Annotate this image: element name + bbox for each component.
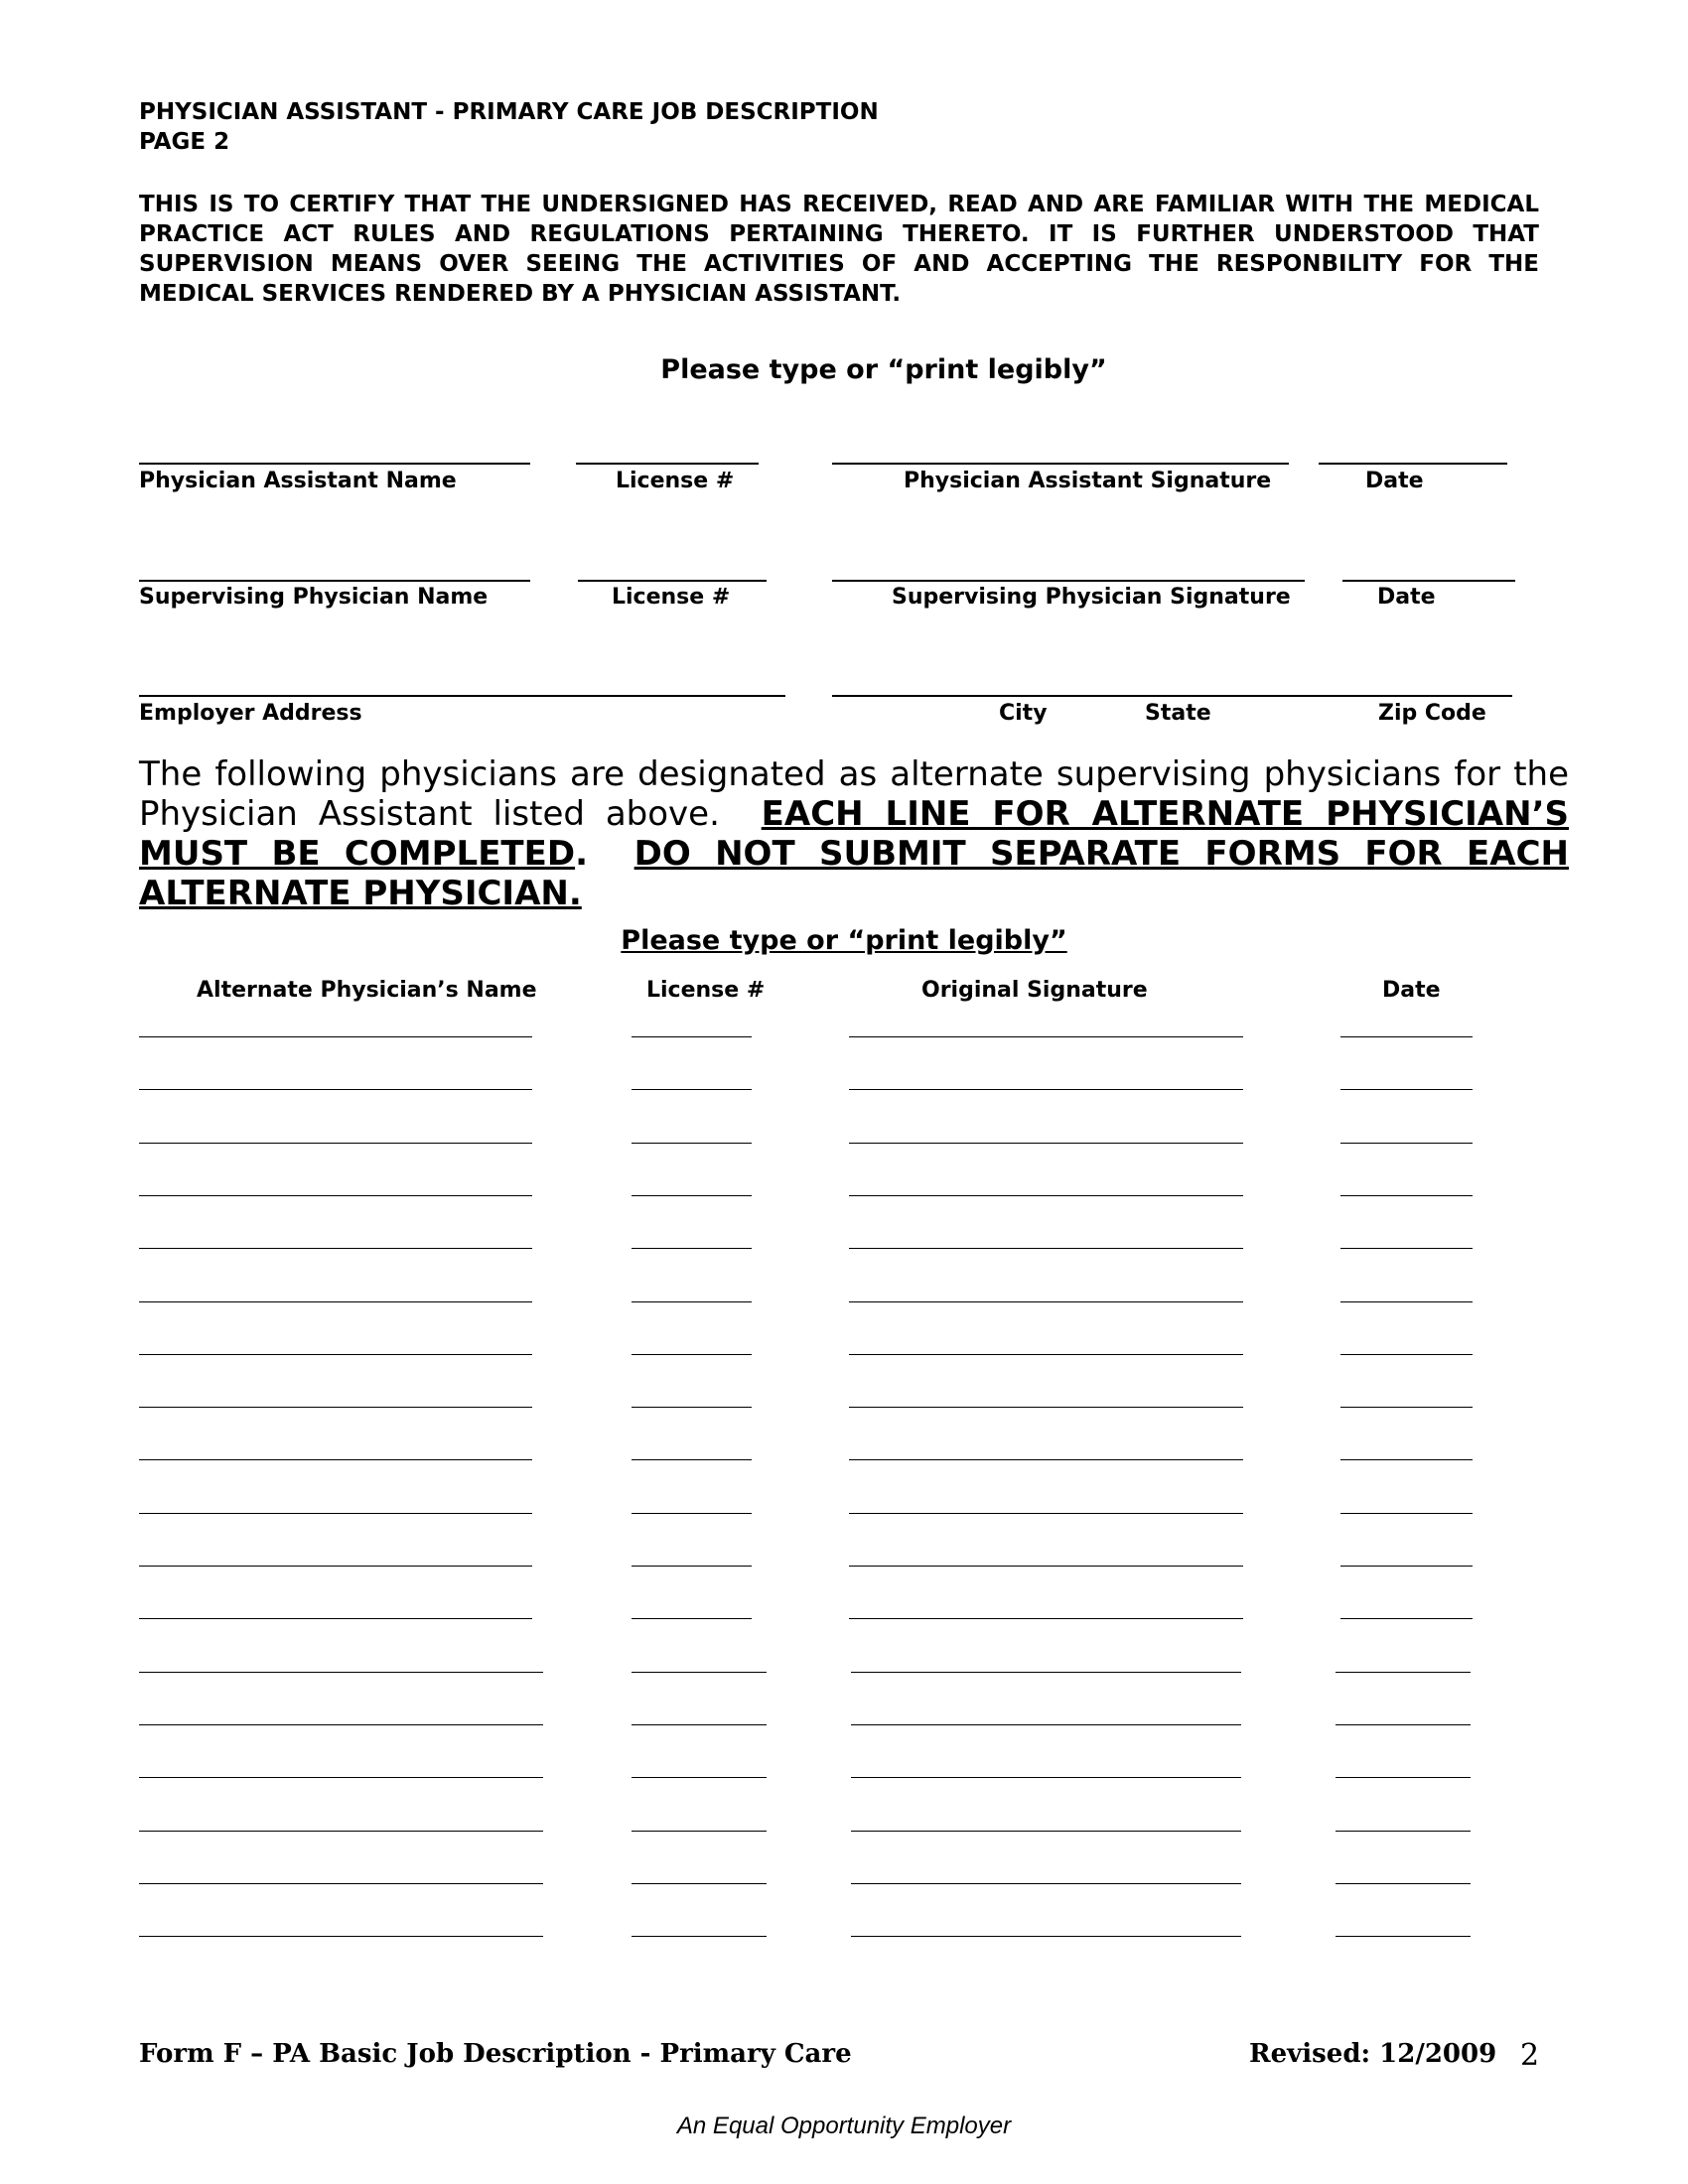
alt-signature-field[interactable] xyxy=(851,1936,1241,1937)
alt-name-field[interactable] xyxy=(139,1301,532,1302)
alt-signature-field[interactable] xyxy=(849,1459,1243,1460)
alt-name-field[interactable] xyxy=(139,1936,543,1937)
state-label: State xyxy=(1145,701,1211,726)
designation-paragraph: The following physicians are designated as alternate supervising physicians for the Physician Assistant listed above. EACH LINE FOR ALTERNATE PHYSICIAN’S MUST BE COMPLETED. DO NOT SUBMIT SEPARATE FORMS FOR EACH ALTERNATE PHYSICIAN. xyxy=(139,754,1569,913)
pa-license-label: License # xyxy=(616,469,735,493)
alt-name-field[interactable] xyxy=(139,1459,532,1460)
alt-signature-field[interactable] xyxy=(851,1883,1241,1884)
alt-signature-field[interactable] xyxy=(849,1354,1243,1355)
page-number: 2 xyxy=(1520,2038,1540,2073)
alt-license-field[interactable] xyxy=(632,1936,767,1937)
alt-date-field[interactable] xyxy=(1340,1248,1473,1249)
alt-signature-field[interactable] xyxy=(851,1831,1241,1832)
alt-signature-column-header: Original Signature xyxy=(921,978,1148,1003)
alt-name-field[interactable] xyxy=(139,1195,532,1196)
designation-emphasis-complete: EACH LINE FOR ALTERNATE PHYSICIAN’S MUST BE COMPLETED xyxy=(139,794,1569,874)
city-label: City xyxy=(999,701,1048,726)
alt-name-field[interactable] xyxy=(139,1566,532,1567)
zip-code-label: Zip Code xyxy=(1378,701,1486,726)
alt-signature-field[interactable] xyxy=(849,1407,1243,1408)
alt-signature-field[interactable] xyxy=(849,1513,1243,1514)
alt-signature-field[interactable] xyxy=(849,1301,1243,1302)
alt-date-field[interactable] xyxy=(1336,1672,1471,1673)
equal-opportunity-employer: An Equal Opportunity Employer xyxy=(676,2113,1012,2139)
alt-license-field[interactable] xyxy=(632,1036,752,1037)
alt-name-field[interactable] xyxy=(139,1354,532,1355)
alt-date-field[interactable] xyxy=(1340,1143,1473,1144)
alt-date-field[interactable] xyxy=(1340,1036,1473,1037)
pa-date-label: Date xyxy=(1365,469,1424,493)
alt-license-field[interactable] xyxy=(632,1883,767,1884)
alt-date-field[interactable] xyxy=(1340,1354,1473,1355)
alt-signature-field[interactable] xyxy=(851,1777,1241,1778)
alt-date-field[interactable] xyxy=(1340,1459,1473,1460)
alt-name-field[interactable] xyxy=(139,1036,532,1037)
alt-license-field[interactable] xyxy=(632,1566,752,1567)
certification-paragraph: THIS IS TO CERTIFY THAT THE UNDERSIGNED HAS RECEIVED, READ AND ARE FAMILIAR WITH THE MEDICAL PRACTICE ACT RULES AND REGULATIONS PERTAINING THERETO. IT IS FURTHER UNDERSTOOD THAT SUPERVISION MEANS OVER SEEING THE ACTIVITIES OF AND ACCEPTING THE RESPONBILITY FOR THE MEDICAL SERVICES RENDERED BY A PHYSICIAN ASSISTANT. xyxy=(139,192,1539,307)
alt-signature-field[interactable] xyxy=(849,1566,1243,1567)
designation-emphasis-no-separate: DO NOT SUBMIT SEPARATE FORMS FOR EACH ALTERNATE PHYSICIAN. xyxy=(139,834,1569,913)
alt-name-field[interactable] xyxy=(139,1513,532,1514)
alt-license-field[interactable] xyxy=(632,1301,752,1302)
pa-signature-label: Physician Assistant Signature xyxy=(904,469,1272,493)
alt-signature-field[interactable] xyxy=(851,1724,1241,1725)
alt-date-field[interactable] xyxy=(1336,1777,1471,1778)
alt-date-field[interactable] xyxy=(1340,1566,1473,1567)
alt-license-field[interactable] xyxy=(632,1831,767,1832)
print-legibly-note: Please type or “print legibly” xyxy=(660,354,1107,385)
footer-form-name: Form F – PA Basic Job Description - Primary Care xyxy=(139,2039,852,2069)
alt-date-field[interactable] xyxy=(1340,1407,1473,1408)
alt-date-field[interactable] xyxy=(1340,1089,1473,1090)
employer-address-label: Employer Address xyxy=(139,701,362,726)
alt-signature-field[interactable] xyxy=(851,1672,1241,1673)
alt-name-field[interactable] xyxy=(139,1618,532,1619)
designation-text: The following physicians are designated as alternate supervising physicians for the Physician Assistant listed above. xyxy=(139,754,1569,834)
alt-date-field[interactable] xyxy=(1340,1301,1473,1302)
pa-name-label: Physician Assistant Name xyxy=(139,469,457,493)
alt-license-field[interactable] xyxy=(632,1089,752,1090)
sp-name-label: Supervising Physician Name xyxy=(139,585,489,610)
alt-date-field[interactable] xyxy=(1340,1513,1473,1514)
sp-license-label: License # xyxy=(612,585,731,610)
alt-license-field[interactable] xyxy=(632,1459,752,1460)
alt-name-field[interactable] xyxy=(139,1089,532,1090)
alt-signature-field[interactable] xyxy=(849,1618,1243,1619)
alt-license-field[interactable] xyxy=(632,1724,767,1725)
alt-license-field[interactable] xyxy=(632,1672,767,1673)
alt-name-field[interactable] xyxy=(139,1724,543,1725)
alt-name-field[interactable] xyxy=(139,1672,543,1673)
alt-name-field[interactable] xyxy=(139,1777,543,1778)
alt-license-column-header: License # xyxy=(646,978,766,1003)
alt-signature-field[interactable] xyxy=(849,1036,1243,1037)
alt-license-field[interactable] xyxy=(632,1354,752,1355)
alt-license-field[interactable] xyxy=(632,1248,752,1249)
alt-date-field[interactable] xyxy=(1340,1618,1473,1619)
alt-date-column-header: Date xyxy=(1382,978,1441,1003)
alt-license-field[interactable] xyxy=(632,1618,752,1619)
alt-signature-field[interactable] xyxy=(849,1089,1243,1090)
alt-license-field[interactable] xyxy=(632,1513,752,1514)
footer-revised: Revised: 12/2009 xyxy=(1249,2039,1497,2069)
alt-signature-field[interactable] xyxy=(849,1195,1243,1196)
alt-date-field[interactable] xyxy=(1336,1936,1471,1937)
alt-signature-field[interactable] xyxy=(849,1143,1243,1144)
alt-name-column-header: Alternate Physician’s Name xyxy=(197,978,537,1003)
alt-signature-field[interactable] xyxy=(849,1248,1243,1249)
page-indicator: PAGE 2 xyxy=(139,129,230,155)
alt-date-field[interactable] xyxy=(1336,1883,1471,1884)
alt-license-field[interactable] xyxy=(632,1407,752,1408)
sp-signature-label: Supervising Physician Signature xyxy=(892,585,1291,610)
alternate-print-legibly-note: Please type or “print legibly” xyxy=(621,925,1067,956)
sp-date-label: Date xyxy=(1377,585,1436,610)
alt-name-field[interactable] xyxy=(139,1143,532,1144)
alt-date-field[interactable] xyxy=(1336,1831,1471,1832)
alt-license-field[interactable] xyxy=(632,1143,752,1144)
alt-name-field[interactable] xyxy=(139,1883,543,1884)
alt-name-field[interactable] xyxy=(139,1831,543,1832)
alt-date-field[interactable] xyxy=(1340,1195,1473,1196)
alt-license-field[interactable] xyxy=(632,1777,767,1778)
alt-date-field[interactable] xyxy=(1336,1724,1471,1725)
document-title: PHYSICIAN ASSISTANT - PRIMARY CARE JOB DESCRIPTION xyxy=(139,99,879,125)
alt-name-field[interactable] xyxy=(139,1407,532,1408)
alt-name-field[interactable] xyxy=(139,1248,532,1249)
alt-license-field[interactable] xyxy=(632,1195,752,1196)
